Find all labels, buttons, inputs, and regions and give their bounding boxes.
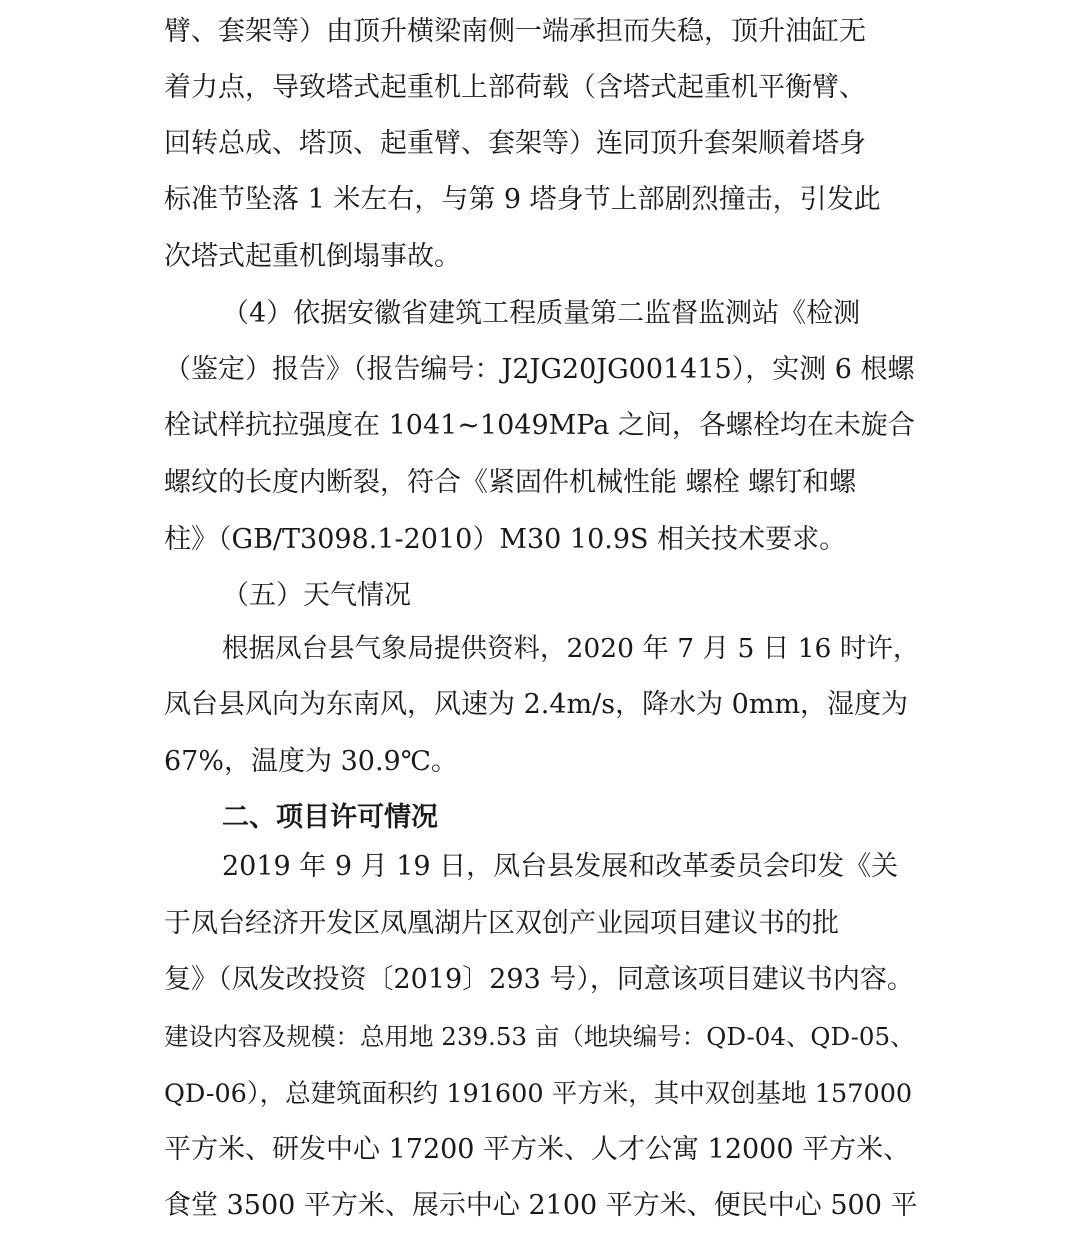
paragraph-line: 67%，温度为 30.9℃。	[164, 746, 458, 777]
paragraph-line: QD-06），总建筑面积约 191600 平方米，其中双创基地 157000	[164, 1079, 913, 1109]
paragraph-line: 凤台县风向为东南风，风速为 2.4m/s，降水为 0mm，湿度为	[164, 689, 909, 720]
paragraph-line: 于凤台经济开发区凤凰湖片区双创产业园项目建议书的批	[164, 908, 839, 939]
paragraph-line: 螺纹的长度内断裂，符合《紧固件机械性能 螺栓 螺钉和螺	[164, 467, 857, 498]
paragraph-line: 着力点，导致塔式起重机上部荷载（含塔式起重机平衡臂、	[164, 72, 866, 103]
paragraph-line: 复》（凤发改投资〔2019〕293 号），同意该项目建议书内容。	[164, 964, 914, 995]
paragraph-line: 食堂 3500 平方米、展示中心 2100 平方米、便民中心 500 平	[164, 1190, 918, 1221]
paragraph-line: 标准节坠落 1 米左右，与第 9 塔身节上部剧烈撞击，引发此	[164, 184, 881, 215]
paragraph-line: 平方米、研发中心 17200 平方米、人才公寓 12000 平方米、	[164, 1134, 911, 1165]
section-heading: 二、项目许可情况	[222, 802, 438, 833]
paragraph-line: 柱》（GB/T3098.1-2010）M30 10.9S 相关技术要求。	[164, 524, 847, 555]
paragraph-line: 根据凤台县气象局提供资料，2020 年 7 月 5 日 16 时许，	[222, 633, 920, 664]
paragraph-line: 栓试样抗拉强度在 1041~1049MPa 之间，各螺栓均在未旋合	[164, 410, 915, 441]
paragraph-line: 臂、套架等）由顶升横梁南侧一端承担而失稳，顶升油缸无	[164, 16, 866, 47]
paragraph-line: （鉴定）报告》（报告编号：J2JG20JG001415），实测 6 根螺	[164, 354, 915, 385]
paragraph-line: 回转总成、塔顶、起重臂、套架等）连同顶升套架顺着塔身	[164, 128, 866, 159]
paragraph-line: 次塔式起重机倒塌事故。	[164, 241, 461, 272]
paragraph-line: （4）依据安徽省建筑工程质量第二监督监测站《检测	[222, 298, 861, 329]
paragraph-line: 建设内容及规模：总用地 239.53 亩（地块编号：QD-04、QD-05、	[164, 1022, 915, 1051]
paragraph-line: 2019 年 9 月 19 日，凤台县发展和改革委员会印发《关	[222, 851, 899, 882]
section-heading: （五）天气情况	[222, 580, 411, 611]
